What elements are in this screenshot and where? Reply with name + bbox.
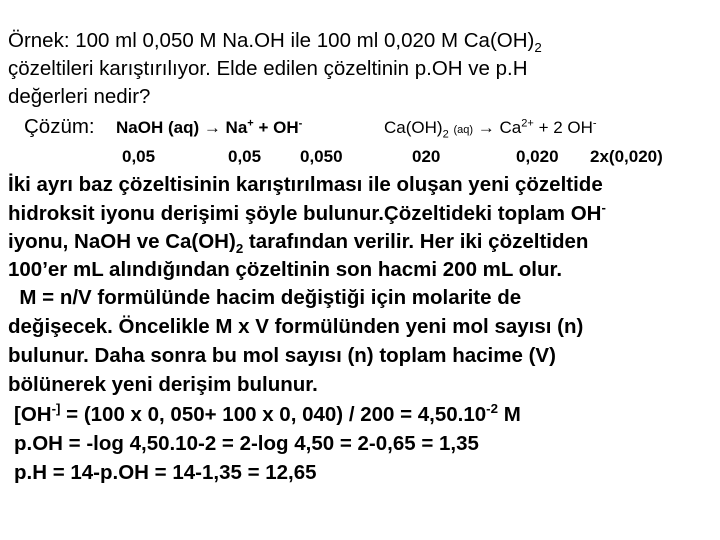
body-line-2-sup: - <box>601 200 606 216</box>
body-line-2-text: hidroksit iyonu derişimi şöyle bulunur.Çözeltideki toplam OH <box>8 202 602 225</box>
reaction-caoh2 <box>384 117 597 141</box>
caoh2-arrow: → <box>477 118 495 137</box>
body-line-7: bulunur. Daha sonra bu mol sayısı (n) toplam hacime (V) <box>8 344 556 367</box>
equation-oh <box>14 401 521 426</box>
body-line-4: 100’er mL alındığından çözeltinin son hacmi 200 mL olur. <box>8 258 563 281</box>
problem-line-1 <box>8 29 542 56</box>
body-line-6: değişecek. Öncelikle M x V formülünden yeni mol sayısı (n) <box>8 315 584 338</box>
reaction-naoh-text: NaOH (aq) → Na <box>116 118 248 137</box>
problem-line-2: çözeltileri karıştırılıyor. Elde edilen çözeltinin p.OH ve p.H <box>8 57 528 80</box>
problem-line-3: değerleri nedir? <box>8 85 151 108</box>
equation-oh-exp: -2 <box>486 401 499 417</box>
oh-charge: - <box>298 117 303 130</box>
conc-1: 0,05 <box>122 147 156 166</box>
conc-4: 020 <box>412 147 441 166</box>
oh2-charge: - <box>592 117 597 130</box>
conc-5: 0,020 <box>516 147 559 166</box>
equation-oh-sup: -] <box>51 401 61 417</box>
equation-oh-a: [OH <box>14 403 52 426</box>
caoh2-subscript: 2 <box>442 128 449 141</box>
body-line-8: bölünerek yeni derişim bulunur. <box>8 373 318 396</box>
body-line-3-text-b: tarafından verilir. Her iki çözeltiden <box>243 230 589 253</box>
problem-line-1-subscript: 2 <box>534 40 542 56</box>
equation-oh-b: = (100 x 0, 050+ 100 x 0, 040) / 200 = 4,50.10 <box>60 403 487 426</box>
body-line-5: M = n/V formülünde hacim değiştiği için molarite de <box>8 286 522 309</box>
reaction-caoh2-text: Ca(OH) <box>384 118 443 137</box>
caoh2-plus: + 2 OH <box>538 118 593 137</box>
ca-ion: Ca <box>499 118 522 137</box>
conc-2: 0,05 <box>228 147 262 166</box>
na-charge: + <box>247 117 254 130</box>
equation-ph: p.H = 14-p.OH = 14-1,35 = 12,65 <box>14 461 317 484</box>
body-line-1: İki ayrı baz çözeltisinin karıştırılması ile oluşan yeni çözeltide <box>8 173 603 196</box>
problem-line-1-text: Örnek: 100 ml 0,050 M Na.OH ile 100 ml 0,020 M Ca(OH) <box>8 29 535 52</box>
caoh2-state: (aq) <box>453 124 474 136</box>
ca-charge: 2+ <box>521 117 534 130</box>
body-line-3-sub: 2 <box>235 241 244 257</box>
solution-label: Çözüm: <box>24 115 95 138</box>
conc-3: 0,050 <box>300 147 343 166</box>
reaction-naoh-plus: + OH <box>258 118 299 137</box>
body-line-3 <box>8 230 589 257</box>
equation-oh-c: M <box>498 403 521 426</box>
body-line-3-text-a: iyonu, NaOH ve Ca(OH) <box>8 230 236 253</box>
conc-6: 2x(0,020) <box>590 147 663 166</box>
equation-poh: p.OH = -log 4,50.10-2 = 2-log 4,50 = 2-0,65 = 1,35 <box>14 432 479 455</box>
reaction-naoh <box>116 119 302 136</box>
body-line-2 <box>8 200 606 225</box>
